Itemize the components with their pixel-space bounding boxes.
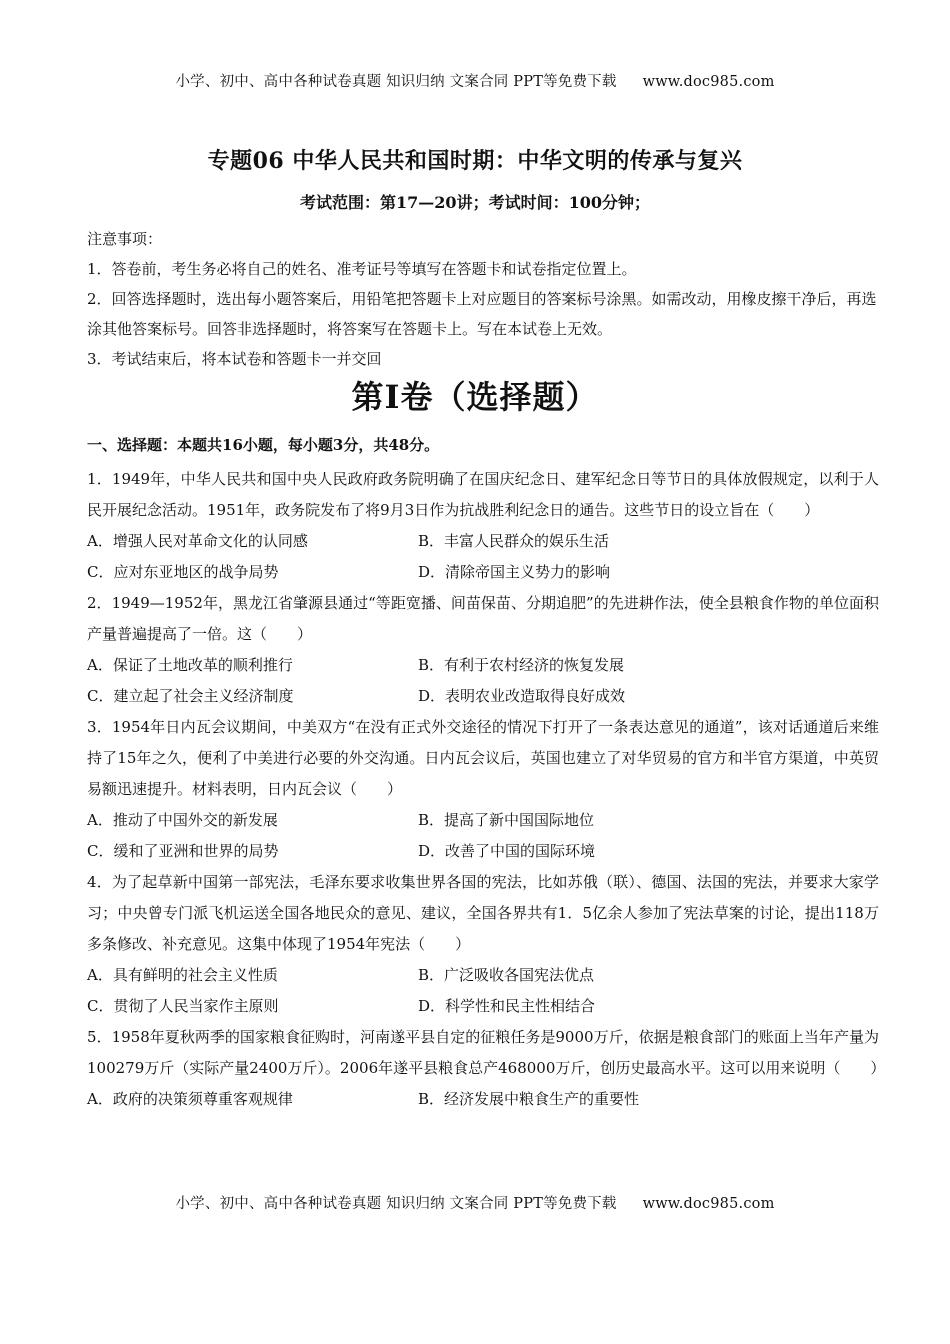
option-row (87, 991, 879, 1022)
notes-section (87, 224, 877, 374)
option-d: D．改善了中国的国际环境 (418, 842, 596, 860)
option-row (87, 836, 879, 867)
option-b: B．广泛吸收各国宪法优点 (418, 966, 595, 984)
question-3 (87, 712, 879, 867)
option-row (87, 681, 879, 712)
option-a: A．保证了土地改革的顺利推行 (87, 656, 293, 674)
notes-heading: 注意事项： (87, 230, 163, 248)
option-row (87, 557, 879, 588)
option-row (87, 1084, 879, 1115)
option-row (87, 805, 879, 836)
note-item: 3．考试结束后，将本试卷和答题卡一并交回 (87, 350, 382, 368)
question-4 (87, 867, 879, 1022)
question-1 (87, 464, 879, 588)
exam-scope: 考试范围：第17—20讲；考试时间：100分钟； (300, 193, 650, 212)
option-b: B．丰富人民群众的娱乐生活 (418, 532, 610, 550)
section-heading: 一、选择题：本题共16小题，每小题3分，共48分。 (87, 436, 440, 454)
question-stem: 4．为了起草新中国第一部宪法，毛泽东要求收集世界各国的宪法，比如苏俄（联）、德国、法国的宪法，并要求大家学习；中央曾专门派飞机运送全国各地民众的意见、建议，全国各界共有1．5亿余人参加了宪法草案的讨论，提出118万多条修改、补充意见。这集中体现了1954年宪法（ ） (87, 873, 879, 953)
question-stem: 5．1958年夏秋两季的国家粮食征购时，河南遂平县自定的征粮任务是9000万斤，依据是粮食部门的账面上当年产量为100279万斤（实际产量2400万斤）。2006年遂平县粮食总产468000万斤，创历史最高水平。这可以用来说明（ ） (87, 1028, 886, 1077)
page-header (0, 70, 950, 91)
question-stem: 3．1954年日内瓦会议期间，中美双方“在没有正式外交途径的情况下打开了一条表达意见的通道”，该对话通道后来维持了15年之久，便利了中美进行必要的外交沟通。日内瓦会议后，英国也建立了对华贸易的官方和半官方渠道，中英贸易额迅速提升。材料表明，日内瓦会议（ ） (87, 718, 879, 798)
option-a: A．增强人民对革命文化的认同感 (87, 532, 308, 550)
option-c: C．应对东亚地区的战争局势 (87, 563, 279, 581)
option-b: B．提高了新中国国际地位 (418, 811, 595, 829)
option-d: D．表明农业改造取得良好成效 (418, 687, 626, 705)
volume-title: 第I卷（选择题） (351, 378, 599, 416)
option-row (87, 526, 879, 557)
question-list (87, 464, 886, 1115)
question-2 (87, 588, 879, 712)
document-title: 专题06 中华人民共和国时期：中华文明的传承与复兴 (207, 148, 743, 174)
note-item: 2．回答选择题时，选出每小题答案后，用铅笔把答题卡上对应题目的答案标号涂黑。如需改动，用橡皮擦干净后，再选涂其他答案标号。回答非选择题时，将答案写在答题卡上。写在本试卷上无效。 (87, 290, 877, 338)
footer-text: 小学、初中、高中各种试卷真题 知识归纳 文案合同 PPT等免费下载 (175, 1196, 617, 1212)
option-c: C．贯彻了人民当家作主原则 (87, 997, 279, 1015)
option-a: A．具有鲜明的社会主义性质 (87, 966, 278, 984)
question-5 (87, 1022, 886, 1115)
option-b: B．经济发展中粮食生产的重要性 (418, 1090, 640, 1108)
option-row (87, 650, 879, 681)
question-stem: 1．1949年，中华人民共和国中央人民政府政务院明确了在国庆纪念日、建军纪念日等节日的具体放假规定，以利于人民开展纪念活动。1951年，政务院发布了将9月3日作为抗战胜利纪念日的通告。这些节日的设立旨在（ ） (87, 470, 879, 519)
option-row (87, 960, 879, 991)
note-item: 1．答卷前，考生务必将自己的姓名、准考证号等填写在答题卡和试卷指定位置上。 (87, 260, 637, 278)
option-d: D．科学性和民主性相结合 (418, 997, 596, 1015)
option-a: A．推动了中国外交的新发展 (87, 811, 278, 829)
footer-site-link[interactable]: www.doc985.com (642, 1196, 775, 1212)
question-stem: 2．1949—1952年，黑龙江省肇源县通过“等距宽播、间苗保苗、分期追肥”的先进耕作法，使全县粮食作物的单位面积产量普遍提高了一倍。这（ ） (87, 594, 879, 643)
option-c: C．缓和了亚洲和世界的局势 (87, 842, 279, 860)
option-a: A．政府的决策须尊重客观规律 (87, 1090, 293, 1108)
header-site-link[interactable]: www.doc985.com (642, 74, 775, 90)
option-d: D．清除帝国主义势力的影响 (418, 563, 611, 581)
header-text: 小学、初中、高中各种试卷真题 知识归纳 文案合同 PPT等免费下载 (175, 74, 617, 90)
page-footer (0, 1192, 950, 1213)
option-c: C．建立起了社会主义经济制度 (87, 687, 294, 705)
option-b: B．有利于农村经济的恢复发展 (418, 656, 625, 674)
